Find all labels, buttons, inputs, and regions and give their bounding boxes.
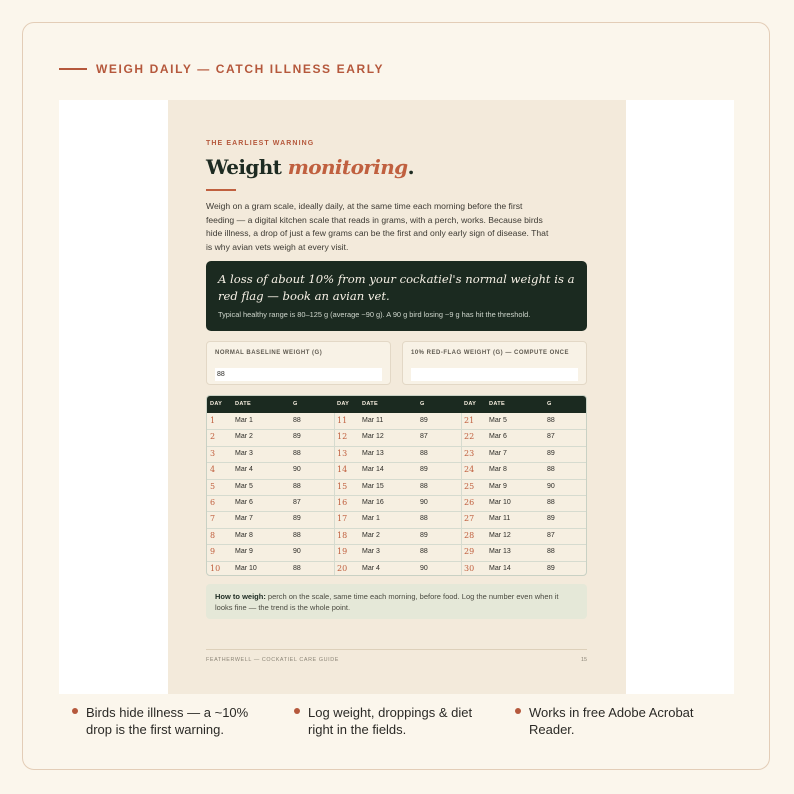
page-footer: FEATHERWELL — COCKATIEL CARE GUIDE	[206, 657, 339, 663]
cell-g[interactable]: 88	[547, 548, 555, 556]
cell-day: 21	[464, 416, 475, 425]
cell-g[interactable]: 89	[547, 564, 555, 572]
cell-g[interactable]: 88	[420, 449, 428, 457]
cell-day: 22	[464, 432, 475, 442]
cell-g[interactable]: 88	[293, 564, 301, 572]
row-divider	[207, 446, 587, 447]
cell-date: Mar 7	[235, 515, 253, 523]
baseline-weight-field	[206, 341, 391, 385]
cell-day: 23	[464, 448, 475, 458]
cell-g[interactable]: 88	[293, 482, 301, 490]
cell-day: 11	[337, 416, 348, 425]
cell-g[interactable]: 88	[547, 466, 555, 474]
red-flag-callout	[206, 261, 587, 331]
red-flag-weight-input[interactable]	[411, 368, 578, 381]
cell-day: 18	[337, 530, 348, 540]
cell-g[interactable]: 88	[420, 482, 428, 490]
cell-date: Mar 11	[489, 515, 511, 523]
cell-date: Mar 2	[362, 531, 380, 539]
column-header-g: G	[547, 401, 552, 407]
cell-day: 16	[337, 498, 348, 507]
cell-day: 15	[337, 481, 348, 491]
cell-g[interactable]: 90	[420, 564, 428, 572]
cell-day: 12	[337, 432, 348, 442]
cell-g[interactable]: 89	[420, 531, 428, 539]
cell-date: Mar 9	[489, 482, 507, 490]
cell-day: 9	[210, 547, 216, 557]
cell-g[interactable]: 88	[420, 548, 428, 556]
cell-date: Mar 8	[235, 531, 253, 539]
column-header-day: DAY	[464, 401, 477, 407]
cell-day: 29	[464, 547, 475, 557]
cell-g[interactable]: 87	[547, 433, 555, 441]
weight-log-table	[206, 395, 587, 576]
cell-date: Mar 9	[235, 548, 253, 556]
cell-day: 27	[464, 514, 475, 524]
cell-date: Mar 4	[235, 466, 253, 474]
cell-date: Mar 11	[362, 417, 384, 424]
cell-g[interactable]: 90	[420, 499, 428, 506]
bullet-dot	[72, 708, 78, 714]
cell-g[interactable]: 87	[547, 531, 555, 539]
cell-g[interactable]: 87	[420, 433, 428, 441]
column-header-day: DAY	[210, 401, 223, 407]
title-rule	[206, 189, 236, 191]
page-number: 15	[581, 657, 587, 663]
row-divider	[207, 511, 587, 512]
title-accent: monitoring	[287, 155, 408, 179]
baseline-weight-input[interactable]: 88	[215, 368, 382, 381]
cell-g[interactable]: 90	[293, 466, 301, 474]
cell-g[interactable]: 89	[293, 515, 301, 523]
cell-date: Mar 1	[362, 515, 380, 523]
cell-day: 30	[464, 563, 475, 573]
cell-g[interactable]: 89	[547, 515, 555, 523]
kicker	[59, 62, 384, 76]
footer-rule	[206, 649, 587, 650]
cell-date: Mar 12	[362, 433, 384, 441]
cell-day: 24	[464, 465, 475, 475]
bullet-text: Birds hide illness — a ~10% drop is the first warning.	[86, 705, 249, 737]
cell-date: Mar 10	[489, 499, 511, 506]
how-to-weigh-note	[206, 584, 587, 619]
cell-date: Mar 14	[362, 466, 384, 474]
page-eyebrow: THE EARLIEST WARNING	[206, 140, 315, 147]
document-page	[168, 100, 626, 694]
cell-day: 1	[210, 416, 216, 425]
row-divider	[207, 462, 587, 463]
column-header-day: DAY	[337, 401, 350, 407]
feature-bullet-2	[294, 704, 499, 738]
cell-day: 19	[337, 547, 348, 557]
cell-g[interactable]: 90	[547, 482, 555, 490]
cell-date: Mar 14	[489, 564, 511, 572]
cell-g[interactable]: 88	[293, 417, 301, 424]
howto-text: perch on the scale, same time each morning, before food. Log the number even when it looks fine — the trend is the whole point.	[215, 592, 559, 612]
cell-date: Mar 1	[235, 417, 253, 424]
column-header-g: G	[293, 401, 298, 407]
kicker-text: WEIGH DAILY — CATCH ILLNESS EARLY	[96, 62, 385, 76]
feature-bullet-1	[72, 704, 277, 738]
cell-g[interactable]: 88	[293, 531, 301, 539]
cell-day: 17	[337, 514, 348, 524]
cell-day: 3	[210, 448, 216, 458]
cell-day: 7	[210, 514, 216, 524]
column-header-date: DATE	[235, 401, 252, 407]
cell-date: Mar 15	[362, 482, 384, 490]
cell-g[interactable]: 89	[420, 417, 428, 424]
cell-day: 10	[210, 563, 221, 573]
red-flag-weight-label: 10% RED-FLAG WEIGHT (G) — COMPUTE ONCE	[411, 350, 570, 356]
cell-g[interactable]: 88	[293, 449, 301, 457]
bullet-dot	[515, 708, 521, 714]
row-divider	[207, 528, 587, 529]
title-period: .	[407, 155, 414, 179]
cell-day: 26	[464, 498, 475, 507]
cell-day: 28	[464, 530, 475, 540]
bullet-text: Log weight, droppings & diet right in the fields.	[308, 705, 473, 737]
cell-date: Mar 4	[362, 564, 380, 572]
baseline-weight-label: NORMAL BASELINE WEIGHT (G)	[215, 350, 323, 356]
table-header	[207, 396, 587, 413]
cell-date: Mar 7	[489, 449, 507, 457]
cell-date: Mar 5	[235, 482, 253, 490]
cell-date: Mar 6	[489, 433, 507, 441]
row-divider	[207, 544, 587, 545]
cell-day: 25	[464, 481, 475, 491]
feature-bullet-3	[515, 704, 720, 738]
cell-date: Mar 13	[489, 548, 511, 556]
row-divider	[207, 495, 587, 496]
howto-label: How to weigh:	[215, 592, 266, 601]
cell-date: Mar 3	[235, 449, 253, 457]
row-divider	[207, 479, 587, 480]
page-title	[206, 155, 414, 179]
cell-g[interactable]: 89	[420, 466, 428, 474]
cell-date: Mar 16	[362, 499, 384, 506]
cell-g[interactable]: 88	[547, 417, 555, 424]
cell-day: 2	[210, 432, 216, 442]
column-header-date: DATE	[362, 401, 379, 407]
column-header-g: G	[420, 401, 425, 407]
cell-day: 14	[337, 465, 348, 475]
cell-g[interactable]: 89	[293, 433, 301, 441]
cell-date: Mar 6	[235, 499, 253, 506]
column-header-date: DATE	[489, 401, 506, 407]
bullet-text: Works in free Adobe Acrobat Reader.	[529, 705, 694, 737]
cell-g[interactable]: 90	[293, 548, 301, 556]
cell-g[interactable]: 88	[547, 499, 555, 506]
red-flag-weight-field	[402, 341, 587, 385]
row-divider	[207, 429, 587, 430]
title-plain: Weight	[206, 155, 288, 179]
cell-date: Mar 12	[489, 531, 511, 539]
cell-day: 5	[210, 481, 216, 491]
page-body: Weigh on a gram scale, ideally daily, at the same time each morning before the first feeding — a digital kitchen scale that reads in grams, with a perch, works. Because birds hide illness, a drop of just a few grams can be the first and only early sign of disease. That is why avian vets weigh at every visit.	[206, 201, 549, 252]
callout-subtext: Typical healthy range is 80–125 g (average ~90 g). A 90 g bird losing ~9 g has hit the threshold.	[218, 310, 531, 319]
cell-day: 13	[337, 448, 348, 458]
cell-date: Mar 2	[235, 433, 253, 441]
cell-day: 8	[210, 530, 216, 540]
cell-g[interactable]: 89	[547, 449, 555, 457]
cell-date: Mar 13	[362, 449, 384, 457]
cell-date: Mar 8	[489, 466, 507, 474]
cell-date: Mar 3	[362, 548, 380, 556]
cell-day: 4	[210, 465, 216, 475]
cell-g[interactable]: 88	[420, 515, 428, 523]
cell-day: 20	[337, 563, 348, 573]
bullet-dot	[294, 708, 300, 714]
row-divider	[207, 561, 587, 562]
kicker-line	[59, 68, 87, 70]
cell-day: 6	[210, 498, 216, 507]
cell-g[interactable]: 87	[293, 499, 301, 506]
cell-date: Mar 10	[235, 564, 257, 572]
cell-date: Mar 5	[489, 417, 507, 424]
callout-headline: A loss of about 10% from your cockatiel's normal weight is a red flag — book an avian vet.	[218, 272, 575, 303]
